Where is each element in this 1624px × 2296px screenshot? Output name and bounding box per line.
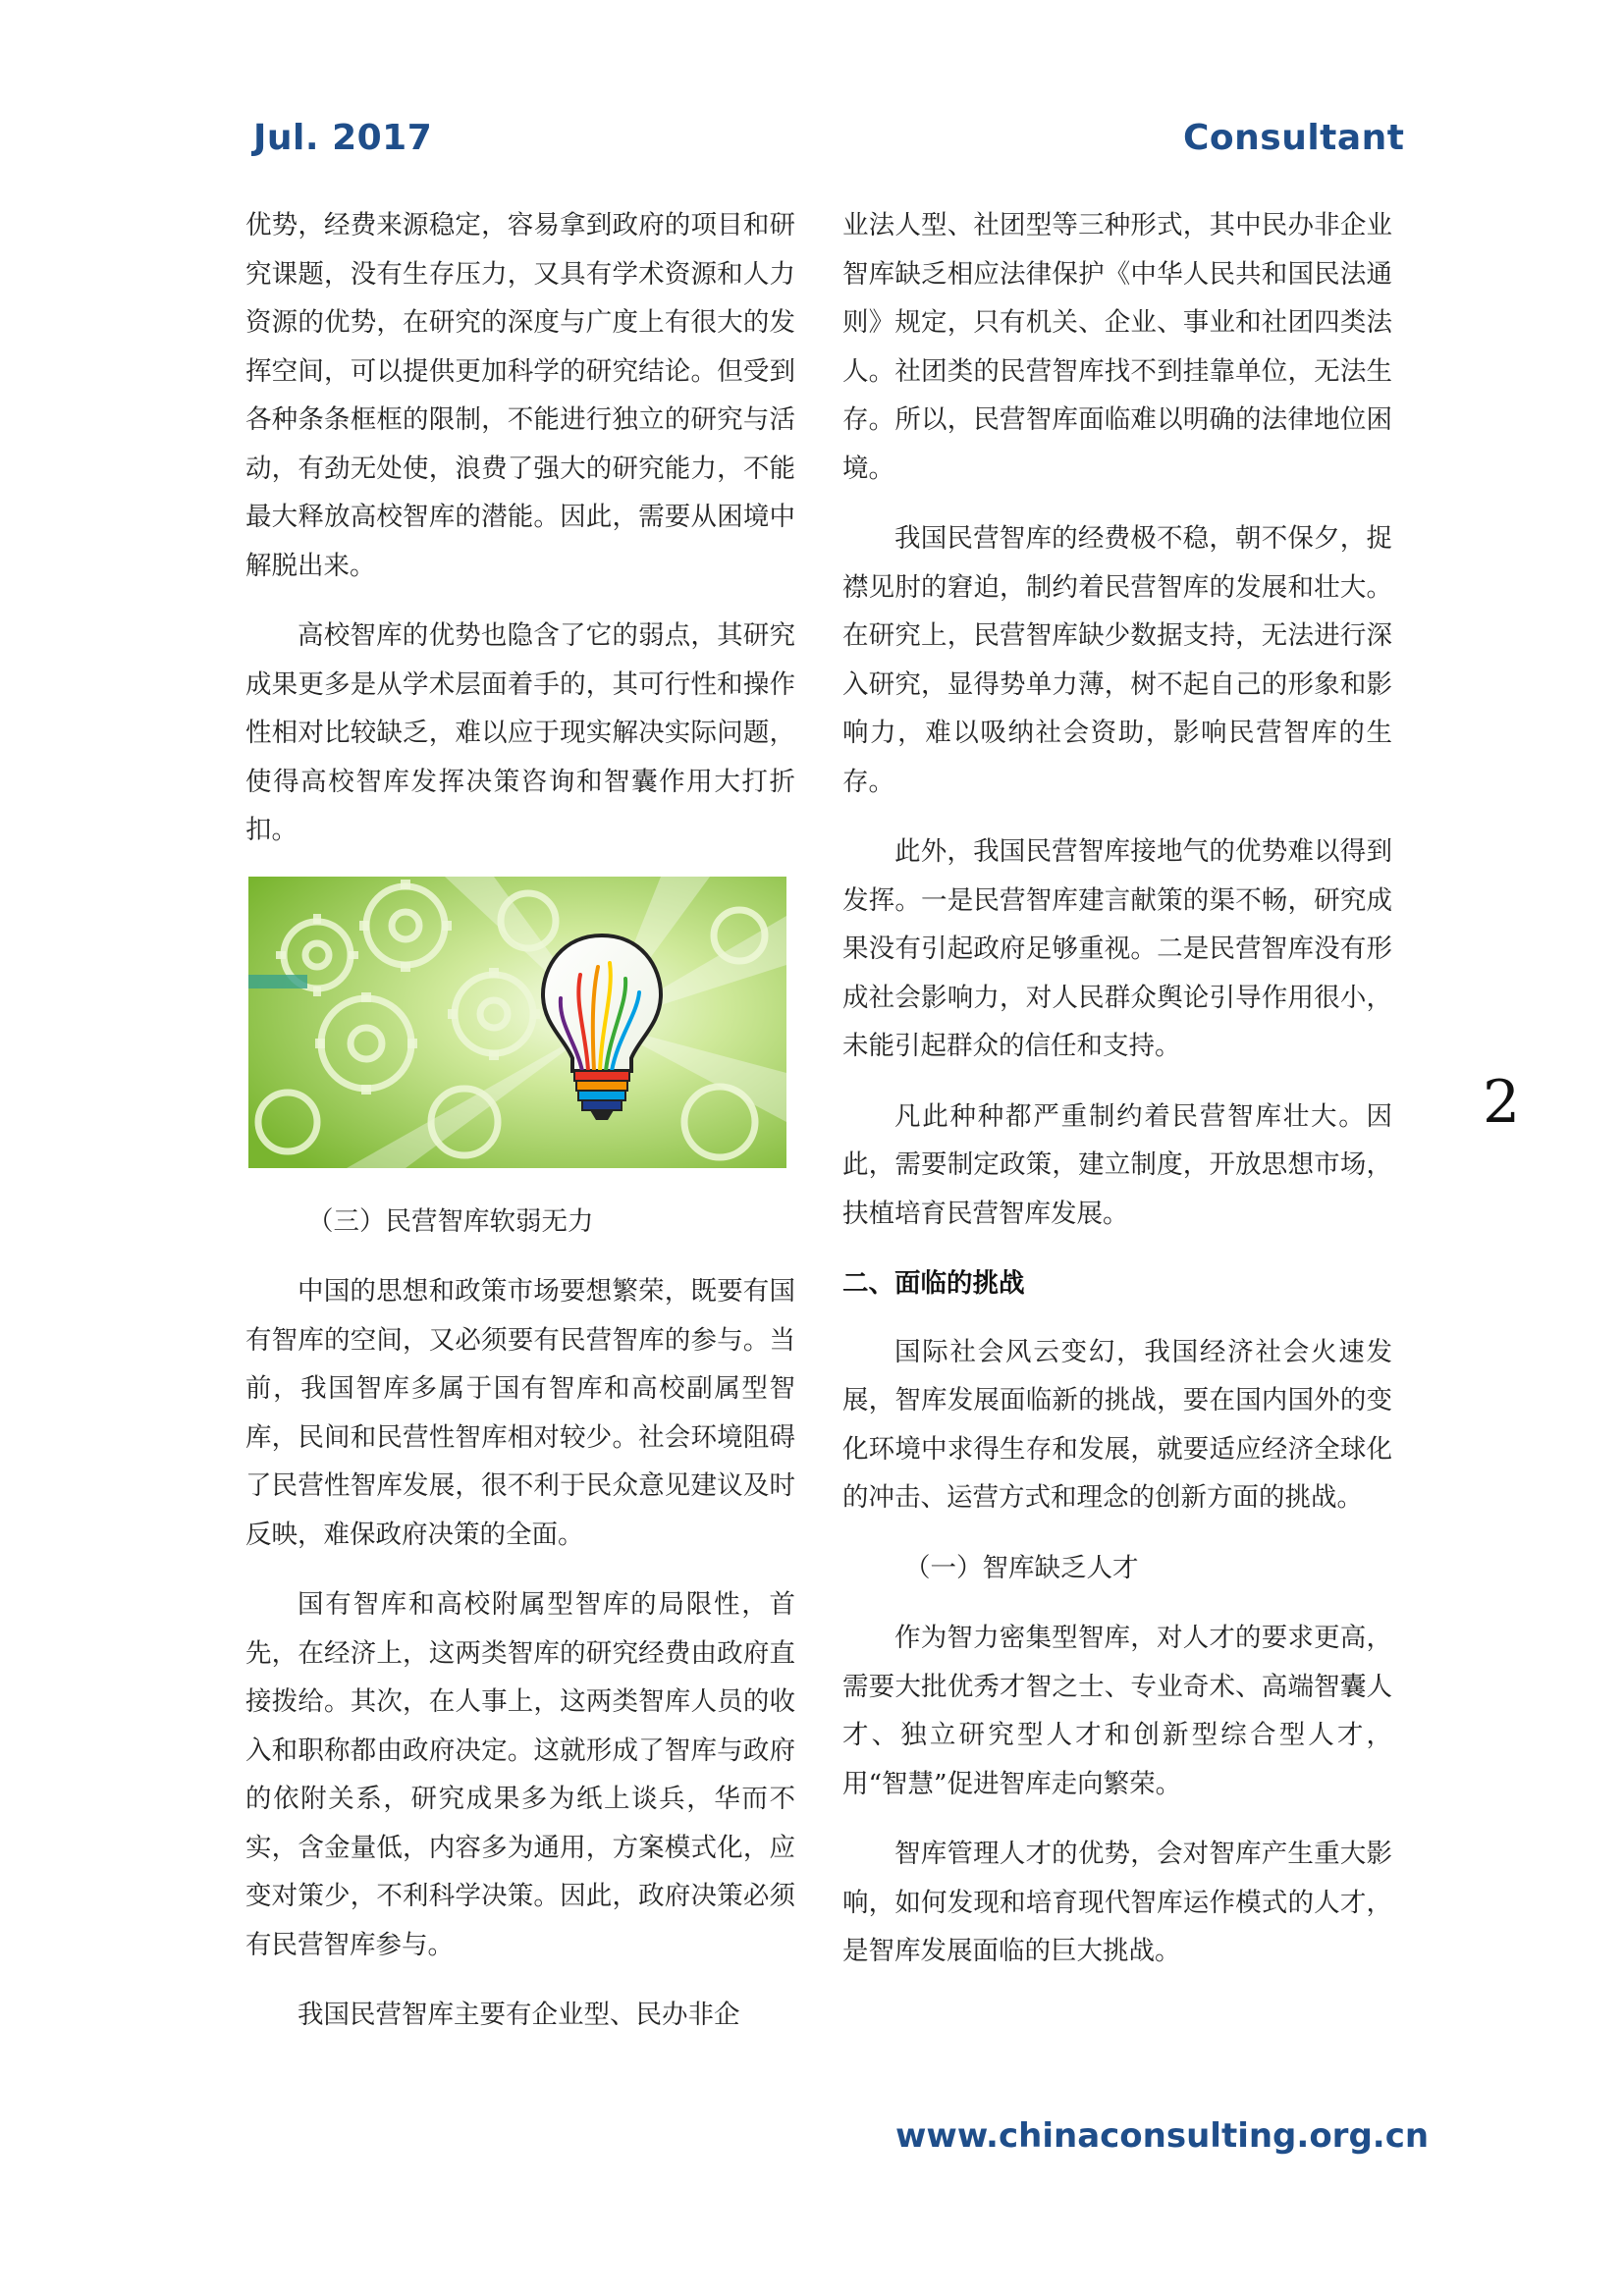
left-paragraph-1: 优势，经费来源稳定，容易拿到政府的项目和研究课题，没有生存压力，又具有学术资源和人力资源的优势，在研究的深度与广度上有很大的发挥空间，可以提供更加科学的研究结论。但受到各种条条框框的限制，不能进行独立的研究与活动，有劲无处使，浪费了强大的研究能力，不能最大释放高校智库的潜能。因此，需要从困境中解脱出来。: [245, 210, 795, 581]
right-paragraph-5: 国际社会风云变幻，我国经济社会火速发展，智库发展面临新的挑战，要在国内国外的变化环境中求得生存和发展，就要适应经济全球化的冲击、运营方式和理念的创新方面的挑战。: [842, 1336, 1392, 1513]
header-date: Jul. 2017: [253, 118, 433, 158]
right-paragraph-4: 凡此种种都严重制约着民营智库壮大。因此，需要制定政策，建立制度，开放思想市场，扶植培育民营智库发展。: [842, 1100, 1392, 1229]
section-heading: 二、面临的挑战: [842, 1268, 1025, 1299]
right-paragraph-1: 业法人型、社团型等三种形式，其中民办非企业智库缺乏相应法律保护《中华人民共和国民法通则》规定，只有机关、企业、事业和社团四类法人。社团类的民营智库找不到挂靠单位，无法生存。所以，民营智库面临难以明确的法律地位困境。: [842, 210, 1392, 484]
left-column: [245, 201, 795, 2061]
left-paragraph-5: 我国民营智库主要有企业型、民办非企: [298, 2000, 740, 2030]
right-column: [842, 201, 1392, 1998]
footer-url-link[interactable]: www.chinaconsulting.org.cn: [895, 2116, 1430, 2156]
right-paragraph-3: 此外，我国民营智库接地气的优势难以得到发挥。一是民营智库建言献策的渠不畅，研究成果没有引起政府足够重视。二是民营智库没有形成社会影响力，对人民群众舆论引导作用很小，未能引起群众的信任和支持。: [842, 836, 1392, 1061]
right-subheading: （一）智库缺乏人才: [904, 1552, 1139, 1583]
right-paragraph-2: 我国民营智库的经费极不稳，朝不保夕，捉襟见肘的窘迫，制约着民营智库的发展和壮大。在研究上，民营智库缺少数据支持，无法进行深入研究，显得势单力薄，树不起自己的形象和影响力，难以吸纳社会资助，影响民营智库的生存。: [842, 523, 1392, 797]
left-paragraph-2: 高校智库的优势也隐含了它的弱点，其研究成果更多是从学术层面着手的，其可行性和操作性相对比较缺乏，难以应于现实解决实际问题，使得高校智库发挥决策咨询和智囊作用大打折扣。: [245, 620, 795, 845]
header-publication: Consultant: [1183, 118, 1405, 158]
left-paragraph-4: 国有智库和高校附属型智库的局限性，首先，在经济上，这两类智库的研究经费由政府直接拨给。其次，在人事上，这两类智库人员的收入和职称都由政府决定。这就形成了智库与政府的依附关系，研究成果多为纸上谈兵，华而不实，含金量低，内容多为通用，方案模式化，应变对策少，不利科学决策。因此，政府决策必须有民营智库参与。: [245, 1589, 795, 1960]
lightbulb-gears-illustration: [248, 877, 786, 1168]
page-number: 2: [1483, 1068, 1521, 1137]
right-paragraph-7: 智库管理人才的优势，会对智库产生重大影响，如何发现和培育现代智库运作模式的人才，是智库发展面临的巨大挑战。: [842, 1839, 1392, 1966]
left-subheading: （三）民营智库软弱无力: [307, 1205, 594, 1237]
left-paragraph-3: 中国的思想和政策市场要想繁荣，既要有国有智库的空间，又必须要有民营智库的参与。当前，我国智库多属于国有智库和高校副属型智库，民间和民营性智库相对较少。社会环境阻碍了民营性智库发展，很不利于民众意见建议及时反映，难保政府决策的全面。: [245, 1276, 795, 1550]
right-paragraph-6: 作为智力密集型智库，对人才的要求更高，需要大批优秀才智之士、专业奇术、高端智囊人才、独立研究型人才和创新型综合型人才，用“智慧”促进智库走向繁荣。: [842, 1623, 1392, 1799]
